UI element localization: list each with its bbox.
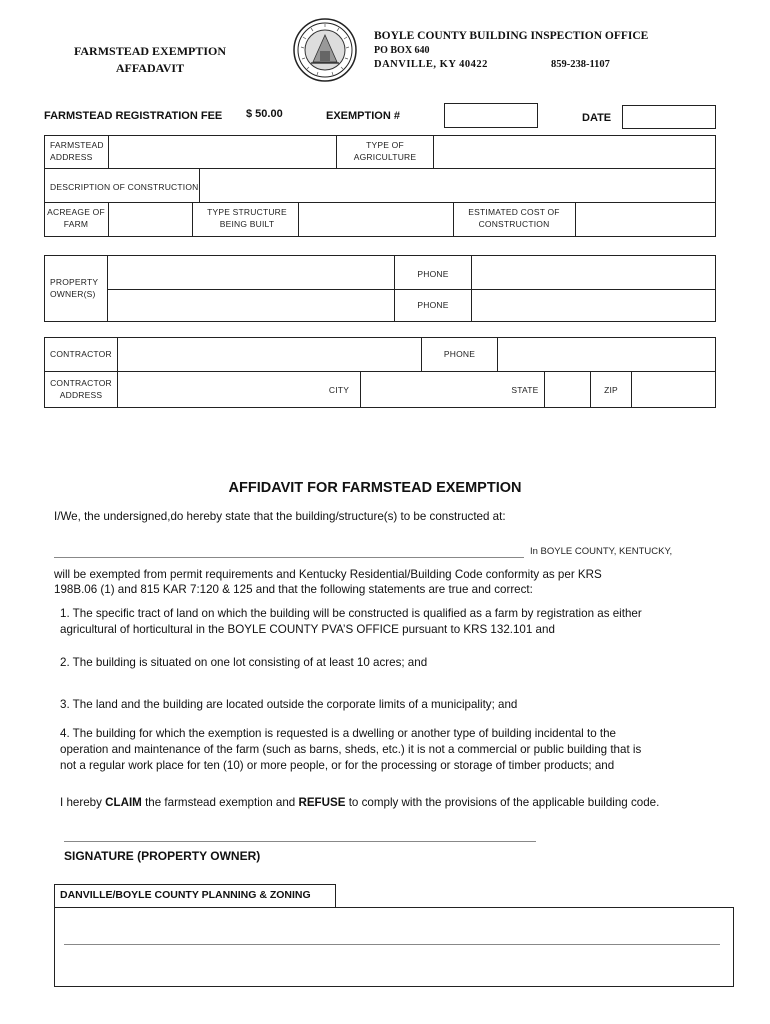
- type-structure-label: TYPE STRUCTURE BEING BUILT: [207, 207, 287, 229]
- statement-item-1-line2: agricultural of horticultural in the BOYLE COUNTY PVA’S OFFICE pursuant to KRS 132.101 and: [60, 623, 555, 636]
- type-of-agriculture-label: TYPE OF AGRICULTURE: [353, 140, 417, 162]
- signature-label: SIGNATURE (PROPERTY OWNER): [64, 849, 261, 863]
- property-owner-label: PROPERTY OWNER(S): [50, 277, 99, 299]
- county-seal-icon: [293, 17, 357, 83]
- office-city-state-zip: DANVILLE, KY 40422: [374, 59, 488, 70]
- type-structure-field[interactable]: [299, 203, 452, 236]
- office-po-box: PO BOX 640: [374, 45, 430, 56]
- claim-statement: [60, 795, 659, 811]
- form-title-line2: AFFADAVIT: [115, 61, 185, 75]
- property-owner-field-2[interactable]: [108, 290, 393, 321]
- office-phone: 859-238-1107: [551, 59, 610, 70]
- state-field[interactable]: [545, 372, 589, 407]
- table-divider: [192, 202, 193, 237]
- table-divider: [453, 202, 454, 237]
- farmstead-address-label: FARMSTEAD ADDRESS: [50, 140, 104, 162]
- estimated-cost-label: ESTIMATED COST OF CONSTRUCTION: [468, 207, 560, 229]
- owner-phone-field-2[interactable]: [472, 290, 715, 321]
- exempt-statement-line2: 198B.06 (1) and 815 KAR 7:120 & 125 and that the following statements are true and correct:: [54, 583, 533, 596]
- description-of-construction-label: DESCRIPTION OF CONSTRUCTION: [50, 182, 199, 192]
- affidavit-heading: AFFIDAVIT FOR FARMSTEAD EXEMPTION: [228, 480, 522, 496]
- planning-zoning-label: DANVILLE/BOYLE COUNTY PLANNING & ZONING: [60, 889, 311, 901]
- statement-item-2: 2. The building is situated on one lot consisting of at least 10 acres; and: [60, 656, 428, 669]
- table-divider: [336, 135, 337, 168]
- exempt-statement-line1: will be exempted from permit requirements and Kentucky Residential/Building Code conformity as per KRS: [54, 568, 602, 581]
- city-field[interactable]: [361, 372, 507, 407]
- location-field[interactable]: [54, 540, 524, 557]
- farmstead-address-field[interactable]: [109, 136, 335, 167]
- location-suffix: In BOYLE COUNTY, KENTUCKY,: [530, 546, 673, 557]
- contractor-phone-label: PHONE: [443, 349, 476, 359]
- exemption-number-field[interactable]: [444, 103, 538, 128]
- claim-prefix: I hereby: [60, 796, 106, 809]
- owner-phone-field-1[interactable]: [472, 256, 715, 288]
- contractor-address-label: CONTRACTOR ADDRESS: [50, 378, 112, 400]
- description-of-construction-field[interactable]: [200, 169, 715, 201]
- zip-field[interactable]: [632, 372, 715, 407]
- office-name: BOYLE COUNTY BUILDING INSPECTION OFFICE: [374, 30, 649, 42]
- signature-field[interactable]: [64, 820, 536, 841]
- owner-phone-label-1: PHONE: [417, 269, 449, 279]
- planning-zoning-field[interactable]: [64, 915, 720, 983]
- property-owner-field-1[interactable]: [108, 256, 393, 288]
- claim-middle: the farmstead exemption and: [141, 796, 299, 809]
- fee-amount: $ 50.00: [246, 108, 283, 120]
- contractor-phone-field[interactable]: [498, 338, 715, 370]
- fee-label: FARMSTEAD REGISTRATION FEE: [44, 110, 223, 122]
- contractor-label: CONTRACTOR: [50, 349, 112, 359]
- contractor-address-field[interactable]: [118, 372, 316, 407]
- signature-line: [64, 841, 536, 842]
- claim-word: CLAIM: [105, 796, 142, 809]
- statement-item-4-line1: 4. The building for which the exemption is requested is a dwelling or another type of building incidental to the: [60, 727, 616, 740]
- statement-item-1-line1: 1. The specific tract of land on which the building will be constructed is qualified as a farm by registration as either: [60, 607, 642, 620]
- zip-label: ZIP: [604, 385, 618, 395]
- date-field[interactable]: [622, 105, 716, 129]
- estimated-cost-field[interactable]: [576, 203, 715, 236]
- contractor-field[interactable]: [118, 338, 420, 370]
- owner-phone-label-2: PHONE: [417, 300, 449, 310]
- statement-item-3: 3. The land and the building are located outside the corporate limits of a municipality; and: [60, 698, 518, 711]
- location-line: [54, 557, 524, 558]
- state-label: STATE: [511, 385, 539, 395]
- affidavit-intro: I/We, the undersigned,do hereby state that the building/structure(s) to be constructed at:: [54, 510, 506, 523]
- type-of-agriculture-field[interactable]: [434, 136, 715, 167]
- form-title-line1: FARMSTEAD EXEMPTION: [73, 44, 227, 58]
- city-label: CITY: [328, 385, 350, 395]
- statement-item-4-line3: not a regular work place for ten (10) or more people, or for the processing or storage of timber products; and: [60, 759, 615, 772]
- statement-item-4-line2: operation and maintenance of the farm (such as barns, sheds, etc.) it is not a commercial or public building that is: [60, 743, 642, 756]
- exemption-number-label: EXEMPTION #: [326, 110, 400, 122]
- refuse-word: REFUSE: [298, 796, 346, 809]
- acreage-label: ACREAGE OF FARM: [47, 207, 105, 229]
- date-label: DATE: [582, 112, 612, 124]
- claim-suffix: to comply with the provisions of the applicable building code.: [345, 796, 660, 809]
- acreage-field[interactable]: [109, 203, 191, 236]
